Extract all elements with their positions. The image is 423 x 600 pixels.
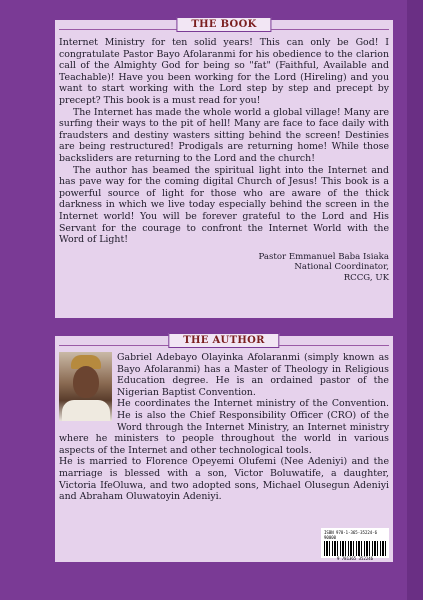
barcode-digits: 9 781365 352246	[336, 556, 374, 561]
author-section	[55, 336, 393, 562]
book-section	[55, 20, 393, 318]
signature-title: National Coordinator,	[294, 262, 389, 273]
isbn-barcode	[321, 528, 389, 561]
face-shape	[73, 366, 99, 398]
endorsement-signature	[59, 252, 389, 284]
author-paragraph-2: He coordinates the Internet ministry of the Convention. He is also the Chief Responsibility Officer (CRO) of the Word through the Internet Ministry, an Internet ministry where he ministers to people throughout the world in various aspects of the Internet and other technological tools.	[59, 398, 389, 456]
book-paragraph-3: The author has beamed the spiritual light into the Internet and has pave way for the coming digital Church of Jesus! This book is a powerful source of light for those who are aware of the thick darkness in which we live today especially behind the screen in the Internet world! You will be forever grateful to the Lord and His Servant for the courage to confront the Internet World with the Word of Light!	[59, 164, 389, 246]
signature-org: RCCG, UK	[343, 272, 389, 283]
book-paragraph-1: Internet Ministry for ten solid years! This can only be God! I congratulate Pastor Bayo Afolaranmi for his obedience to the clarion call of the Almighty God for being so "fat" (Faithful, Available and Teachable)! Have you been working for the Lord (Hireling) and you want to start working with the Lord step by step and precept by precept? This book is a must read for you!	[59, 37, 389, 106]
signature-name: Pastor Emmanuel Baba Isiaka	[258, 251, 389, 262]
book-paragraph-2: The Internet has made the whole world a global village! Many are surfing their ways to the pit of hell! Many are face to face daily with fraudsters and destiny wasters sitting behind the screen! Destinies are being restructured! Prodigals are returning home! While those backsliders are returning to the Lord and the church!	[59, 106, 389, 164]
author-photo	[59, 352, 112, 421]
author-heading: THE AUTHOR	[168, 333, 279, 348]
barcode-bars	[324, 541, 386, 556]
author-paragraph-3: He is married to Florence Opeyemi Olufemi (Nee Adeniyi) and the marriage is blessed with a son, Victor Boluwatife, a daughter, Victoria IfeOluwa, and two adopted sons, Michael Olusegun Adeniyi and Abraham Oluwatoyin Adeniyi.	[59, 456, 389, 503]
spine-edge	[407, 0, 423, 600]
book-heading: THE BOOK	[176, 17, 271, 32]
isbn-line: ISBN 978-1-365-35224-6 90000	[324, 530, 377, 540]
author-paragraph-1: Gabriel Adebayo Olayinka Afolaranmi (simply known as Bayo Afolaranmi) has a Master of Theology in Religious Education degree. He is an ordained pastor of the Nigerian Baptist Convention.	[117, 352, 389, 398]
shirt-shape	[62, 400, 110, 421]
